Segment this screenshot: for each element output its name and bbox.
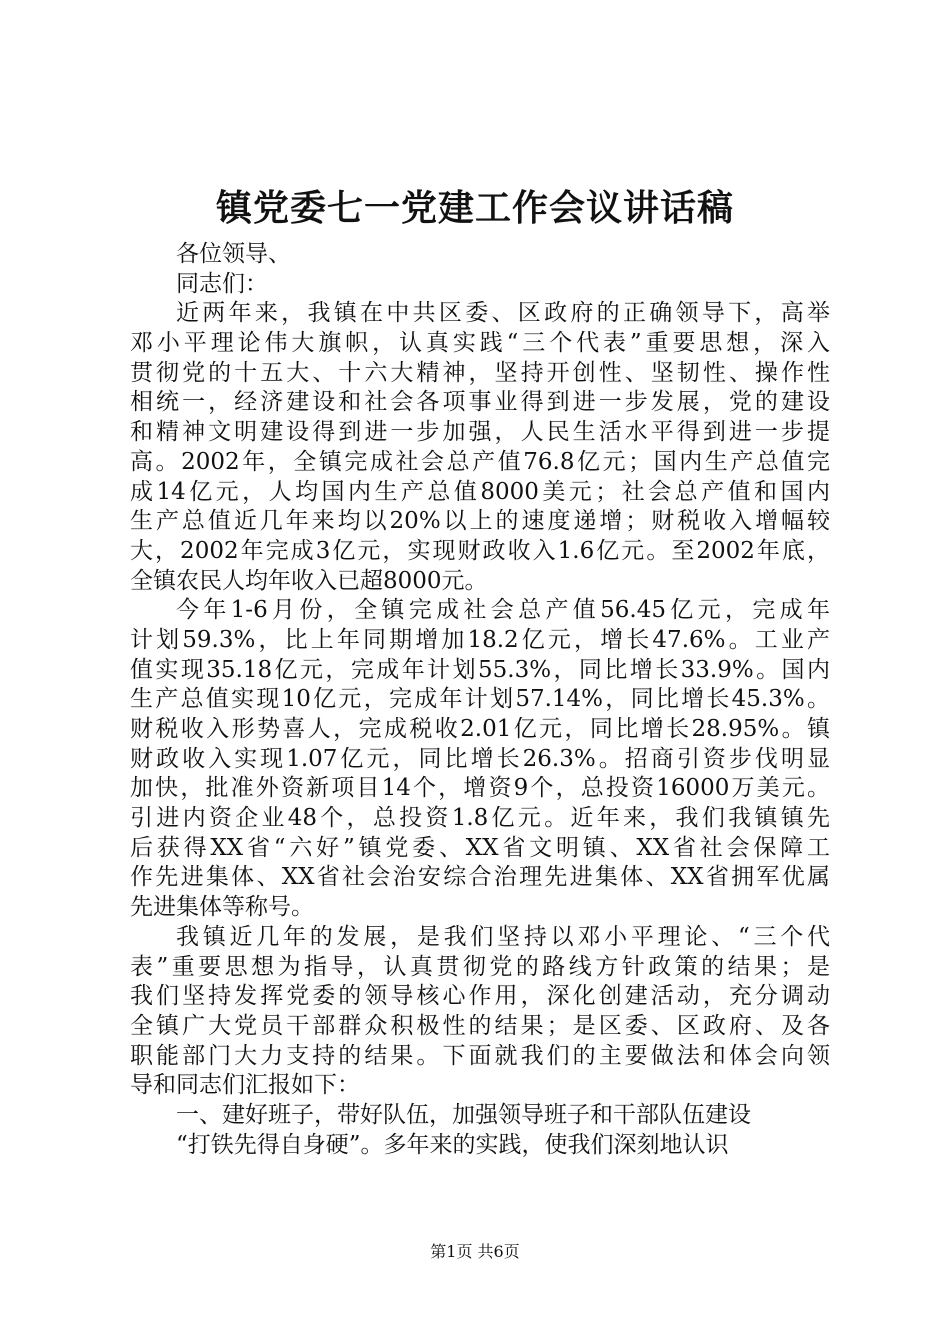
paragraph-line: “打铁先得自身硬”。多年来的实践，使我们深刻地认识 [176, 1131, 729, 1158]
section-heading: 一、建好班子，带好队伍，加强领导班子和干部队伍建设 [176, 1101, 751, 1128]
paragraph-line: 生产总值近几年来均以20%以上的速度递增；财税收入增幅较 [130, 508, 830, 535]
paragraph-line: 生产总值实现10亿元，完成年计划57.14%，同比增长45.3%。 [130, 686, 830, 713]
document-title: 镇党委七一党建工作会议讲话稿 [215, 187, 734, 229]
page-footer: 第1页 共6页 [430, 1242, 520, 1261]
paragraph-line: 计划59.3%，比上年同期增加18.2亿元，增长47.6%。工业产 [130, 626, 830, 653]
document-body [130, 240, 830, 1160]
paragraph-line: 邓小平理论伟大旗帜，认真实践“三个代表”重要思想，深入 [130, 330, 830, 357]
paragraph-line: 全镇农民人均年收入已超8000元。 [130, 567, 488, 594]
paragraph-line: 我镇近几年的发展，是我们坚持以邓小平理论、“三个代 [176, 923, 830, 950]
paragraph-line: 相统一，经济建设和社会各项事业得到进一步发展，党的建设 [130, 389, 830, 416]
paragraph-line: 表”重要思想为指导，认真贯彻党的路线方针政策的结果；是 [130, 953, 830, 980]
paragraph-line: 今年1-6月份，全镇完成社会总产值56.45亿元，完成年 [176, 597, 830, 624]
salutation-line: 各位领导、 [176, 241, 291, 267]
paragraph-line: 值实现35.18亿元，完成年计划55.3%，同比增长33.9%。国内 [130, 656, 830, 683]
paragraph-line: 财税收入形势喜人，完成税收2.01亿元，同比增长28.95%。镇 [130, 716, 830, 742]
salutation-line: 同志们： [176, 270, 268, 297]
paragraph-line: 后获得XX省“六好”镇党委、XX省文明镇、XX省社会保障工 [130, 834, 830, 861]
paragraph-line: 先进集体等称号。 [130, 894, 314, 921]
paragraph-line: 引进内资企业48个，总投资1.8亿元。近年来，我们我镇镇先 [130, 805, 830, 832]
paragraph-line: 我们坚持发挥党委的领导核心作用，深化创建活动，充分调动 [130, 983, 830, 1010]
paragraph-line: 加快，批准外资新项目14个，增资9个，总投资16000万美元。 [130, 775, 830, 802]
paragraph-line: 近两年来，我镇在中共区委、区政府的正确领导下，高举 [176, 300, 830, 327]
paragraph-line: 和精神文明建设得到进一步加强，人民生活水平得到进一步提 [130, 419, 830, 446]
paragraph-line: 成14亿元，人均国内生产总值8000美元；社会总产值和国内 [130, 478, 830, 505]
paragraph-line: 大，2002年完成3亿元，实现财政收入1.6亿元。至2002年底， [130, 537, 830, 564]
paragraph-line: 贯彻党的十五大、十六大精神，坚持开创性、坚韧性、操作性 [130, 359, 830, 386]
paragraph-line: 导和同志们汇报如下： [130, 1072, 360, 1099]
paragraph-line: 职能部门大力支持的结果。下面就我们的主要做法和体会向领 [130, 1042, 830, 1069]
paragraph-line: 全镇广大党员干部群众积极性的结果；是区委、区政府、及各 [130, 1012, 830, 1039]
paragraph-line: 财政收入实现1.07亿元，同比增长26.3%。招商引资步伐明显 [130, 745, 830, 772]
paragraph-line: 作先进集体、XX省社会治安综合治理先进集体、XX省拥军优属 [130, 864, 830, 891]
paragraph-line: 高。2002年，全镇完成社会总产值76.8亿元；国内生产总值完 [130, 448, 830, 475]
